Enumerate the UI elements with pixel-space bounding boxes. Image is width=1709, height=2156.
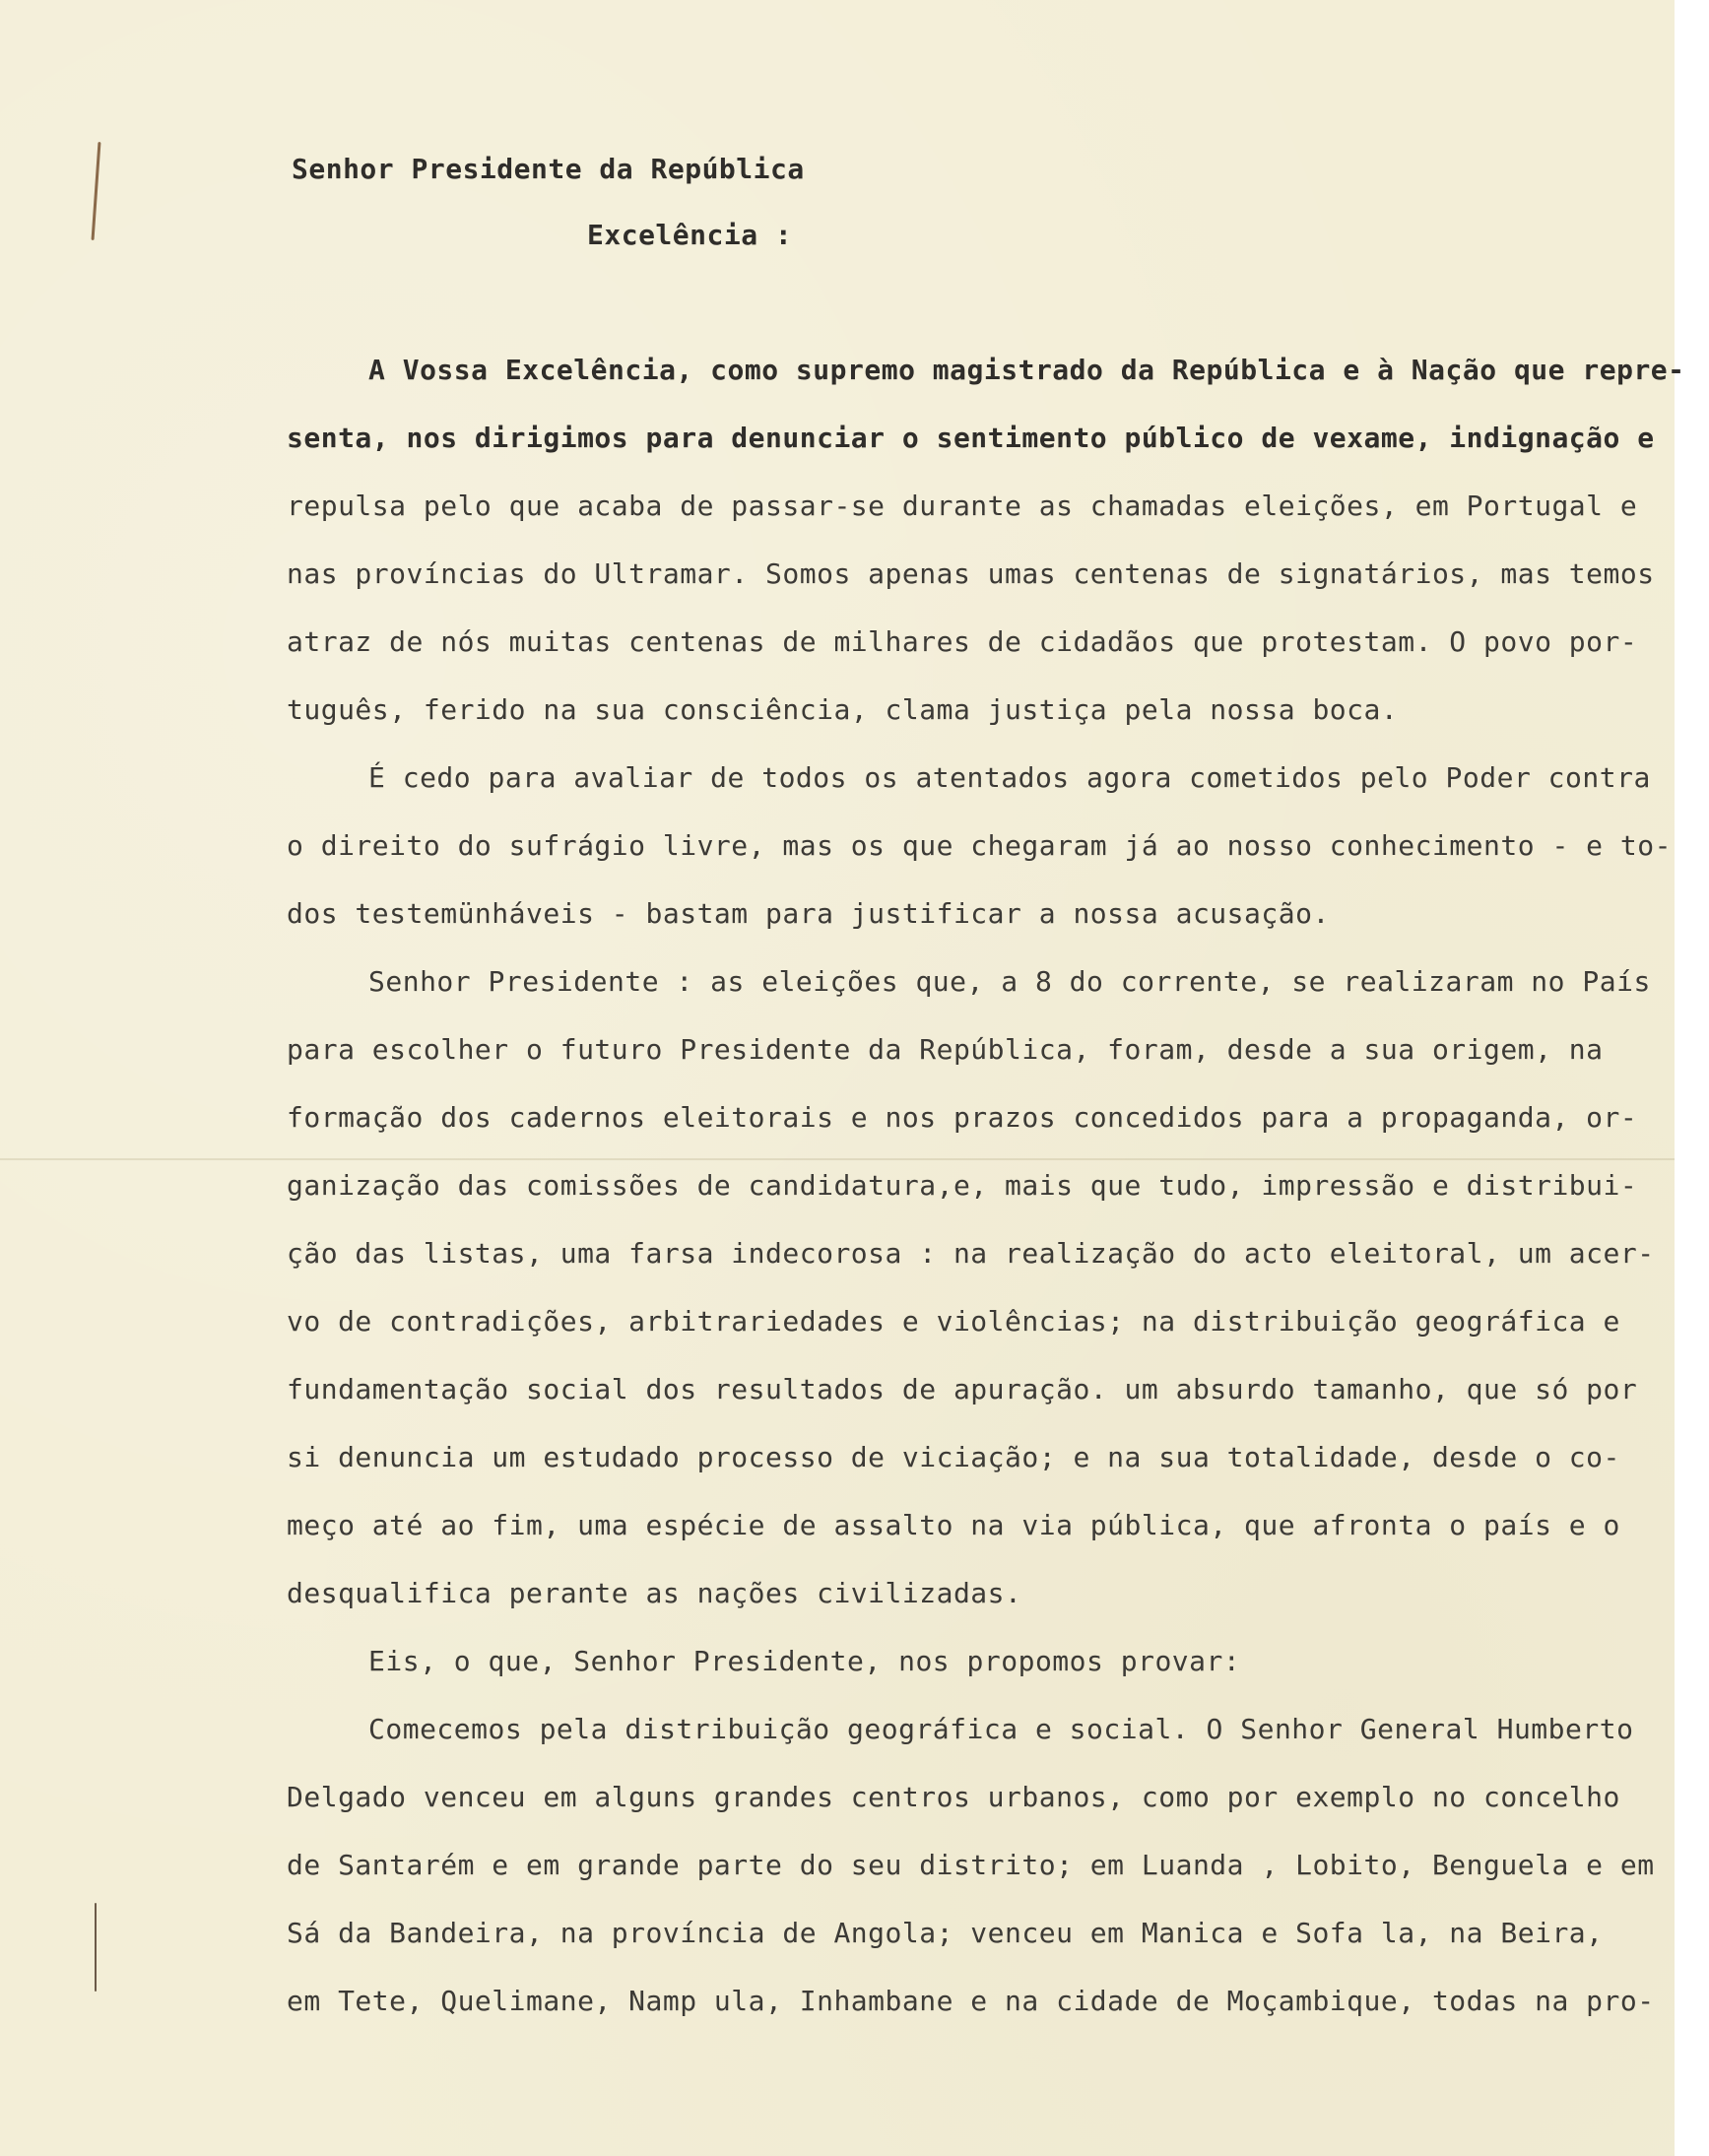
body-line: Sá da Bandeira, na província de Angola; venceu em Manica e Sofa la, na Beira, [287, 1917, 1604, 1949]
body-line: senta, nos dirigimos para denunciar o sentimento público de vexame, indignação e [287, 422, 1655, 454]
body-line: desqualifica perante as nações civilizadas. [287, 1577, 1022, 1609]
body-line: A Vossa Excelência, como supremo magistrado da República e à Nação que repre- [368, 354, 1685, 386]
body-line: ganização das comissões de candidatura,e, mais que tudo, impressão e distribui- [287, 1169, 1638, 1202]
body-line: de Santarém e em grande parte do seu distrito; em Luanda , Lobito, Benguela e em [287, 1849, 1655, 1881]
body-line: É cedo para avaliar de todos os atentados agora cometidos pelo Poder contra [368, 761, 1651, 794]
body-line: Eis, o que, Senhor Presidente, nos propomos provar: [368, 1645, 1241, 1677]
body-line: em Tete, Quelimane, Namp ula, Inhambane e na cidade de Moçambique, todas na pro- [287, 1985, 1655, 2017]
body-line: o direito do sufrágio livre, mas os que chegaram já ao nosso conhecimento - e to- [287, 829, 1672, 862]
body-line: si denuncia um estudado processo de viciação; e na sua totalidade, desde o co- [287, 1441, 1620, 1473]
body-line: formação dos cadernos eleitorais e nos prazos concedidos para a propaganda, or- [287, 1101, 1638, 1134]
salutation: Senhor Presidente da República [292, 153, 805, 185]
body-line: atraz de nós muitas centenas de milhares de cidadãos que protestam. O povo por- [287, 625, 1638, 658]
body-line: meço até ao fim, uma espécie de assalto na via pública, que afronta o país e o [287, 1509, 1620, 1541]
body-line: para escolher o futuro Presidente da República, foram, desde a sua origem, na [287, 1033, 1604, 1066]
body-line: repulsa pelo que acaba de passar-se durante as chamadas eleições, em Portugal e [287, 490, 1638, 522]
body-line: vo de contradições, arbitrariedades e violências; na distribuição geográfica e [287, 1305, 1620, 1338]
body-line: tuguês, ferido na sua consciência, clama justiça pela nossa boca. [287, 693, 1399, 726]
greeting: Excelência : [587, 219, 793, 251]
body-line: dos testemünháveis - bastam para justificar a nossa acusação. [287, 897, 1330, 930]
body-line: ção das listas, uma farsa indecorosa : na realização do acto eleitoral, um acer- [287, 1237, 1655, 1270]
body-line: Delgado venceu em alguns grandes centros urbanos, como por exemplo no concelho [287, 1781, 1620, 1813]
body-line: nas províncias do Ultramar. Somos apenas umas centenas de signatários, mas temos [287, 557, 1655, 590]
page-edge [1675, 0, 1709, 2156]
body-line: Comecemos pela distribuição geográfica e social. O Senhor General Humberto [368, 1713, 1634, 1745]
body-line: fundamentação social dos resultados de apuração. um absurdo tamanho, que só por [287, 1373, 1638, 1405]
body-line: Senhor Presidente : as eleições que, a 8 do corrente, se realizaram no País [368, 965, 1651, 998]
